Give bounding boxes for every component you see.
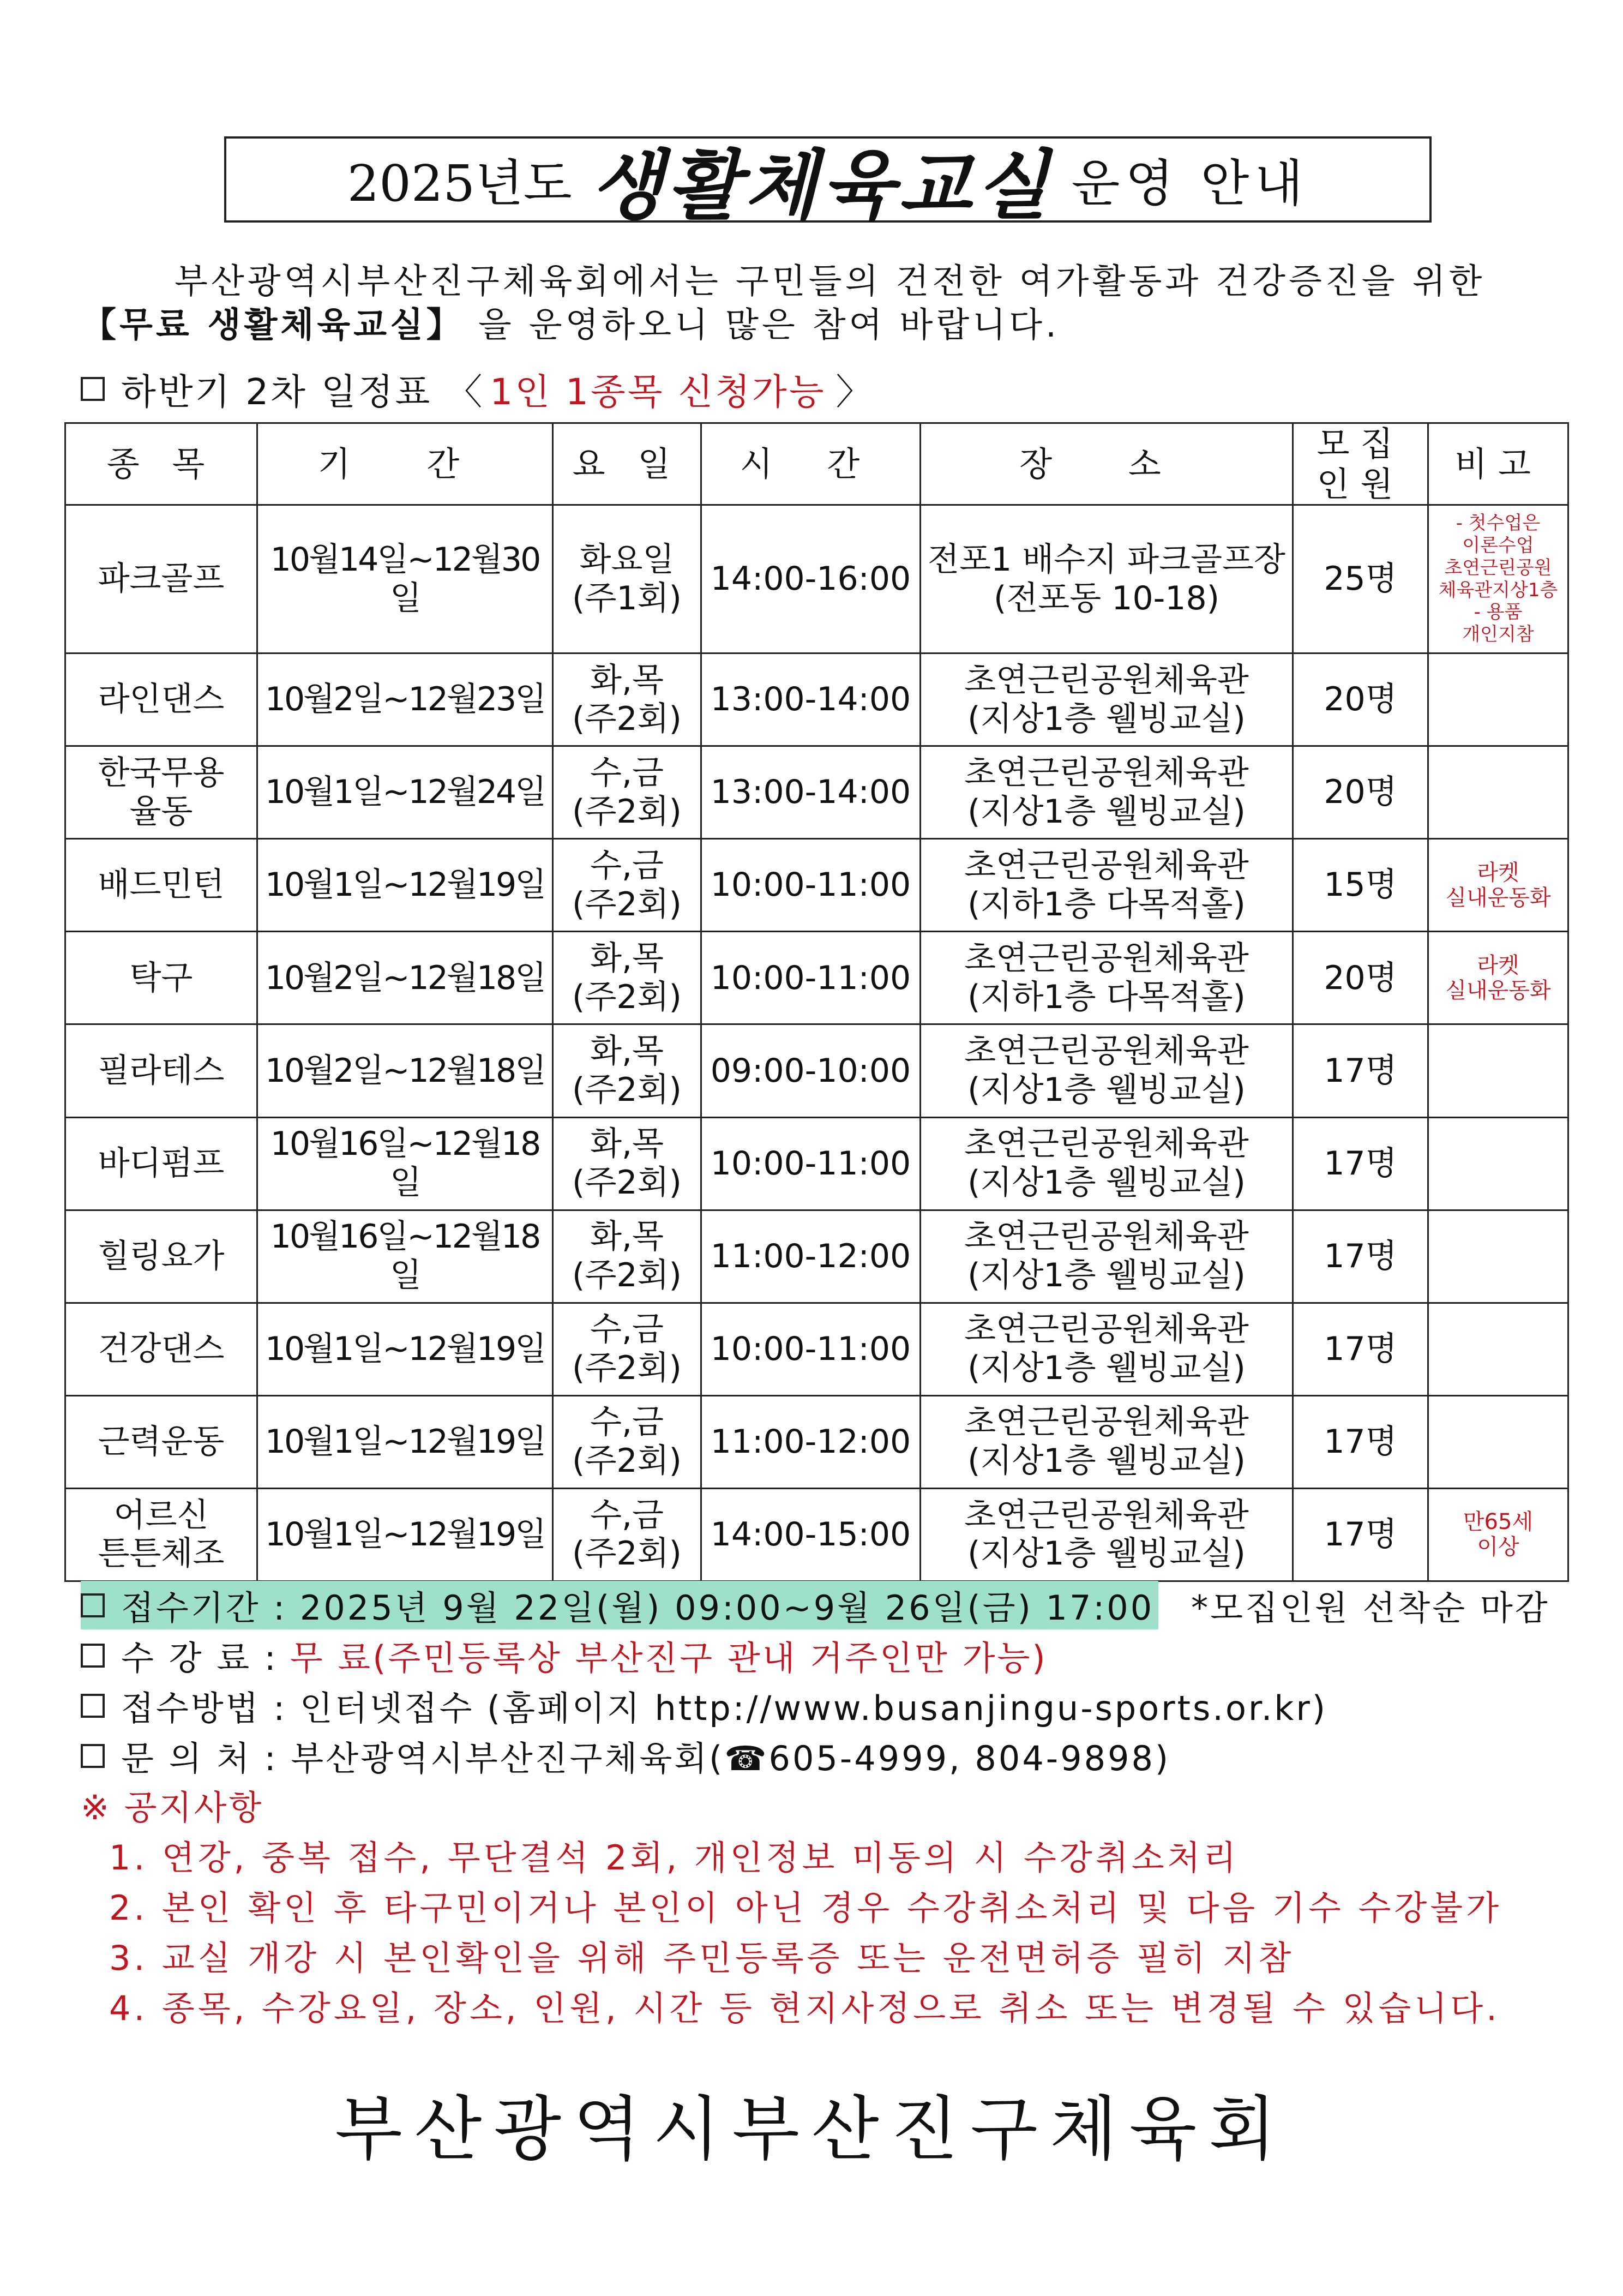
cell-note — [1428, 839, 1568, 932]
header-place: 장 소 — [921, 423, 1293, 505]
cell-period — [257, 1395, 553, 1488]
days-text: 화요일 — [579, 540, 675, 579]
capacity-text: 20명 — [1324, 680, 1397, 719]
cell-capacity — [1293, 1395, 1428, 1488]
note-line: 라켓 — [1477, 860, 1519, 885]
cell-period — [257, 1488, 553, 1581]
schedule-table — [64, 422, 1569, 1582]
cell-time — [701, 654, 921, 746]
note-block — [1431, 860, 1565, 910]
capacity-text: 25명 — [1324, 560, 1397, 598]
cell-note — [1428, 1024, 1568, 1117]
cell-period — [257, 1024, 553, 1117]
place-line-2: (지상1층 웰빙교실) — [967, 1442, 1246, 1480]
cell-days — [553, 1117, 701, 1210]
checkbox-icon — [81, 377, 105, 401]
days-text: 수,금 — [590, 1403, 664, 1442]
days-text: 수,금 — [590, 847, 664, 885]
title-box — [224, 136, 1432, 230]
note-block — [1431, 953, 1565, 1003]
cell-place — [921, 654, 1293, 746]
title-rest: 운영 안내 — [1071, 154, 1309, 213]
place-line-1: 초연근린공원체육관 — [964, 1310, 1249, 1349]
cell-note — [1428, 1117, 1568, 1210]
place-line-2: (지하1층 다목적홀) — [967, 885, 1246, 924]
capacity-text: 17명 — [1324, 1144, 1397, 1183]
freq-text: (주2회) — [572, 1349, 682, 1388]
days-text: 화,목 — [590, 1032, 664, 1071]
days-text: 수,금 — [590, 753, 664, 792]
days-text: 화,목 — [590, 1125, 664, 1164]
cell-note — [1428, 1488, 1568, 1581]
cell-sport — [65, 654, 257, 746]
sport-name: 바디펌프 — [98, 1144, 225, 1183]
header-days: 요 일 — [553, 423, 701, 505]
cell-capacity — [1293, 932, 1428, 1024]
notice-heading: ※ 공지사항 — [81, 1788, 264, 1827]
sport-name: 탁구 — [129, 958, 193, 997]
cell-days — [553, 839, 701, 932]
freq-text: (주2회) — [572, 1534, 682, 1573]
place-line-1: 전포1 배수지 파크골프장 — [928, 540, 1285, 579]
capacity-text: 17명 — [1324, 1237, 1397, 1275]
place-line-2: (지상1층 웰빙교실) — [967, 699, 1246, 738]
header-time: 시 간 — [701, 423, 921, 505]
cell-place — [921, 1303, 1293, 1395]
freq-text: (주1회) — [572, 579, 682, 618]
cell-days — [553, 746, 701, 839]
note-line: 초연근린공원 — [1444, 556, 1552, 579]
method-text: 접수방법 : 인터넷접수 (홈페이지 http://www.busanjingu-sports.or.kr) — [121, 1688, 1328, 1728]
intro-line-1: 부산광역시부산진구체육회에서는 구민들의 건전한 여가활동과 건강증진을 위한 — [175, 261, 1486, 301]
freq-text: (주2회) — [572, 699, 682, 738]
capacity-text: 17명 — [1324, 1422, 1397, 1461]
contact-text: 문 의 처 : 부산광역시부산진구체육회(☎605-4999, 804-9898) — [121, 1739, 1171, 1778]
cell-time — [701, 746, 921, 839]
note-block — [1431, 512, 1565, 646]
period-text: 10월2일~12월18일 — [265, 958, 545, 997]
place-line-1: 초연근린공원체육관 — [964, 1032, 1249, 1071]
time-text: 09:00-10:00 — [710, 1051, 911, 1090]
table-row — [65, 1210, 1568, 1303]
intro-bold: 【무료 생활체육교실】 — [82, 305, 464, 345]
place-line-1: 초연근린공원체육관 — [964, 939, 1249, 978]
cell-sport — [65, 1303, 257, 1395]
cell-note — [1428, 932, 1568, 1024]
cell-place — [921, 1488, 1293, 1581]
note-line: 개인지참 — [1462, 624, 1534, 646]
cell-period — [257, 1210, 553, 1303]
note-line: 이상 — [1477, 1534, 1519, 1560]
freq-text: (주2회) — [572, 1256, 682, 1295]
cell-time — [701, 839, 921, 932]
freq-text: (주2회) — [572, 1070, 682, 1109]
notice-item: 1. 연강, 중복 접수, 무단결석 2회, 개인정보 미동의 시 수강취소처리 — [109, 1838, 1240, 1878]
sport-name: 파크골프 — [98, 560, 225, 598]
cell-days — [553, 1303, 701, 1395]
place-line-2: (지상1층 웰빙교실) — [967, 1534, 1246, 1573]
period-text: 10월1일~12월19일 — [265, 1422, 545, 1461]
place-line-2: (지상1층 웰빙교실) — [967, 792, 1246, 831]
cell-capacity — [1293, 505, 1428, 654]
capacity-text: 20명 — [1324, 773, 1397, 812]
table-row — [65, 1488, 1568, 1581]
period-text: 10월14일~12월30일 — [270, 540, 540, 618]
cell-note — [1428, 1210, 1568, 1303]
organization-footer: 부산광역시부산진구체육회 — [335, 2089, 1288, 2170]
cell-note — [1428, 1395, 1568, 1488]
note-line: 실내운동화 — [1445, 978, 1551, 1003]
header-sport: 종 목 — [65, 423, 257, 505]
place-line-1: 초연근린공원체육관 — [964, 1496, 1249, 1534]
freq-text: (주2회) — [572, 792, 682, 831]
note-line: 실내운동화 — [1445, 885, 1551, 910]
checkbox-icon — [81, 1694, 105, 1718]
cell-capacity — [1293, 1210, 1428, 1303]
table-row — [65, 1024, 1568, 1117]
cell-days — [553, 1024, 701, 1117]
place-line-1: 초연근린공원체육관 — [964, 753, 1249, 792]
days-text: 수,금 — [590, 1496, 664, 1534]
time-text: 10:00-11:00 — [710, 1329, 911, 1368]
checkbox-icon — [81, 1744, 105, 1768]
period-text: 10월1일~12월24일 — [265, 773, 545, 812]
sport-name: 라인댄스 — [98, 680, 225, 719]
fee-value: 무 료(주민등록상 부산진구 관내 거주인만 가능) — [290, 1638, 1048, 1678]
checkbox-icon — [81, 1644, 105, 1668]
cell-sport — [65, 839, 257, 932]
intro-line-2 — [82, 297, 1598, 347]
cell-sport — [65, 1395, 257, 1488]
reception-note: *모집인원 선착순 마감 — [1191, 1588, 1550, 1628]
freq-text: (주2회) — [572, 1442, 682, 1480]
sport-name: 근력운동 — [98, 1422, 225, 1461]
notice-item: 4. 종목, 수강요일, 장소, 인원, 시간 등 현지사정으로 취소 또는 변경될 수 있습니다. — [109, 1988, 1500, 2028]
header-period: 기 간 — [257, 423, 553, 505]
schedule-note: 1인 1종목 신청가능 — [490, 371, 826, 413]
table-row — [65, 839, 1568, 932]
title-year: 2025년도 — [347, 154, 572, 213]
cell-place — [921, 1117, 1293, 1210]
capacity-text: 17명 — [1324, 1515, 1397, 1554]
period-text: 10월2일~12월23일 — [265, 680, 545, 719]
capacity-text: 17명 — [1324, 1329, 1397, 1368]
cell-days — [553, 654, 701, 746]
days-text: 화,목 — [590, 939, 664, 978]
fee-line — [81, 1631, 1048, 1680]
cell-capacity — [1293, 1303, 1428, 1395]
cell-note — [1428, 654, 1568, 746]
contact-line — [81, 1731, 1170, 1780]
place-line-2: (지상1층 웰빙교실) — [967, 1256, 1246, 1295]
sport-name: 배드민턴 — [98, 866, 225, 904]
cell-time — [701, 1117, 921, 1210]
table-row — [65, 654, 1568, 746]
notice-item: 2. 본인 확인 후 타구민이거나 본인이 아닌 경우 수강취소처리 및 다음 기수 수강불가 — [109, 1888, 1502, 1928]
time-text: 14:00-15:00 — [710, 1515, 911, 1554]
note-line: - 첫수업은 — [1456, 512, 1541, 535]
cell-time — [701, 1395, 921, 1488]
checkbox-icon — [81, 1593, 105, 1617]
header-capacity: 모집인원 — [1293, 423, 1428, 505]
cell-capacity — [1293, 839, 1428, 932]
reception-text: 접수기간 : 2025년 9월 22일(월) 09:00~9월 26일(금) 17:00 — [121, 1588, 1155, 1628]
cell-capacity — [1293, 654, 1428, 746]
capacity-text: 17명 — [1324, 1051, 1397, 1090]
cell-time — [701, 1024, 921, 1117]
table-header-row — [65, 423, 1568, 505]
cell-period — [257, 746, 553, 839]
bracket-close: 〉 — [835, 371, 874, 413]
cell-time — [701, 932, 921, 1024]
days-text: 화,목 — [590, 1218, 664, 1256]
header-note: 비고 — [1428, 423, 1568, 505]
time-text: 11:00-12:00 — [710, 1422, 911, 1461]
fee-label: 수 강 료 : — [121, 1638, 278, 1678]
sport-name: 필라테스 — [98, 1051, 225, 1090]
table-row — [65, 1395, 1568, 1488]
cell-place — [921, 839, 1293, 932]
freq-text: (주2회) — [572, 1164, 682, 1202]
cell-time — [701, 1488, 921, 1581]
table-row — [65, 1303, 1568, 1395]
cell-days — [553, 1210, 701, 1303]
note-line: 체육관지상1층 — [1438, 579, 1558, 601]
period-text: 10월1일~12월19일 — [265, 1329, 545, 1368]
time-text: 10:00-11:00 — [710, 866, 911, 904]
cell-note — [1428, 505, 1568, 654]
place-line-2: (지하1층 다목적홀) — [967, 978, 1246, 1016]
cell-sport — [65, 1210, 257, 1303]
cell-days — [553, 932, 701, 1024]
period-text: 10월16일~12월18일 — [270, 1125, 540, 1202]
period-text: 10월16일~12월18일 — [270, 1218, 540, 1295]
reception-period — [81, 1581, 1550, 1629]
cell-period — [257, 505, 553, 654]
note-line: 이론수업 — [1462, 534, 1534, 556]
cell-place — [921, 746, 1293, 839]
place-line-2: (지상1층 웰빙교실) — [967, 1349, 1246, 1388]
notice-item: 3. 교실 개강 시 본인확인을 위해 주민등록증 또는 운전면허증 필히 지참 — [109, 1938, 1295, 1978]
place-line-1: 초연근린공원체육관 — [964, 1403, 1249, 1442]
note-line: - 용품 — [1474, 601, 1523, 624]
place-line-1: 초연근린공원체육관 — [964, 1218, 1249, 1256]
note-block — [1431, 1509, 1565, 1560]
freq-text: (주2회) — [572, 885, 682, 924]
time-text: 11:00-12:00 — [710, 1237, 911, 1275]
time-text: 14:00-16:00 — [710, 560, 911, 598]
cell-place — [921, 505, 1293, 654]
place-line-2: (지상1층 웰빙교실) — [967, 1164, 1246, 1202]
schedule-heading-text: 하반기 2차 일정표 — [121, 371, 432, 413]
period-text: 10월1일~12월19일 — [265, 1515, 545, 1554]
sport-name: 한국무용 율동 — [98, 753, 225, 831]
cell-period — [257, 1117, 553, 1210]
cell-period — [257, 932, 553, 1024]
cell-days — [553, 1488, 701, 1581]
time-text: 13:00-14:00 — [710, 680, 911, 719]
cell-capacity — [1293, 1117, 1428, 1210]
capacity-text: 20명 — [1324, 958, 1397, 997]
reception-highlight — [81, 1581, 1158, 1629]
time-text: 10:00-11:00 — [710, 1144, 911, 1183]
cell-days — [553, 505, 701, 654]
cell-place — [921, 1395, 1293, 1488]
cell-sport — [65, 1024, 257, 1117]
sport-name: 힐링요가 — [98, 1237, 225, 1275]
sport-name: 어르신 튼튼체조 — [98, 1496, 225, 1573]
freq-text: (주2회) — [572, 978, 682, 1016]
note-line: 라켓 — [1477, 952, 1519, 978]
intro-rest: 을 운영하오니 많은 참여 바랍니다. — [478, 305, 1060, 345]
period-text: 10월2일~12월18일 — [265, 1051, 545, 1090]
cell-sport — [65, 932, 257, 1024]
cell-place — [921, 1024, 1293, 1117]
place-line-1: 초연근린공원체육관 — [964, 1125, 1249, 1164]
cell-place — [921, 1210, 1293, 1303]
method-line — [81, 1681, 1327, 1730]
cell-note — [1428, 1303, 1568, 1395]
cell-sport — [65, 746, 257, 839]
cell-period — [257, 654, 553, 746]
schedule-heading — [81, 363, 874, 415]
note-line: 만65세 — [1463, 1509, 1534, 1535]
cell-days — [553, 1395, 701, 1488]
cell-capacity — [1293, 1024, 1428, 1117]
table-row — [65, 932, 1568, 1024]
period-text: 10월1일~12월19일 — [265, 866, 545, 904]
days-text: 수,금 — [590, 1310, 664, 1349]
cell-time — [701, 1303, 921, 1395]
cell-time — [701, 1210, 921, 1303]
place-line-1: 초연근린공원체육관 — [964, 661, 1249, 699]
cell-sport — [65, 1488, 257, 1581]
time-text: 10:00-11:00 — [710, 958, 911, 997]
place-line-1: 초연근린공원체육관 — [964, 847, 1249, 885]
sport-name: 건강댄스 — [98, 1329, 225, 1368]
cell-time — [701, 505, 921, 654]
time-text: 13:00-14:00 — [710, 773, 911, 812]
cell-capacity — [1293, 1488, 1428, 1581]
title-emphasis: 생활체육교실 — [590, 141, 1053, 230]
cell-period — [257, 839, 553, 932]
capacity-text: 15명 — [1324, 866, 1397, 904]
table-row — [65, 1117, 1568, 1210]
cell-capacity — [1293, 746, 1428, 839]
cell-period — [257, 1303, 553, 1395]
place-line-2: (전포동 10-18) — [993, 579, 1220, 618]
cell-note — [1428, 746, 1568, 839]
cell-place — [921, 932, 1293, 1024]
table-row — [65, 505, 1568, 654]
table-row — [65, 746, 1568, 839]
cell-sport — [65, 505, 257, 654]
days-text: 화,목 — [590, 661, 664, 699]
bracket-open: 〈 — [446, 371, 485, 413]
cell-sport — [65, 1117, 257, 1210]
place-line-2: (지상1층 웰빙교실) — [967, 1070, 1246, 1109]
